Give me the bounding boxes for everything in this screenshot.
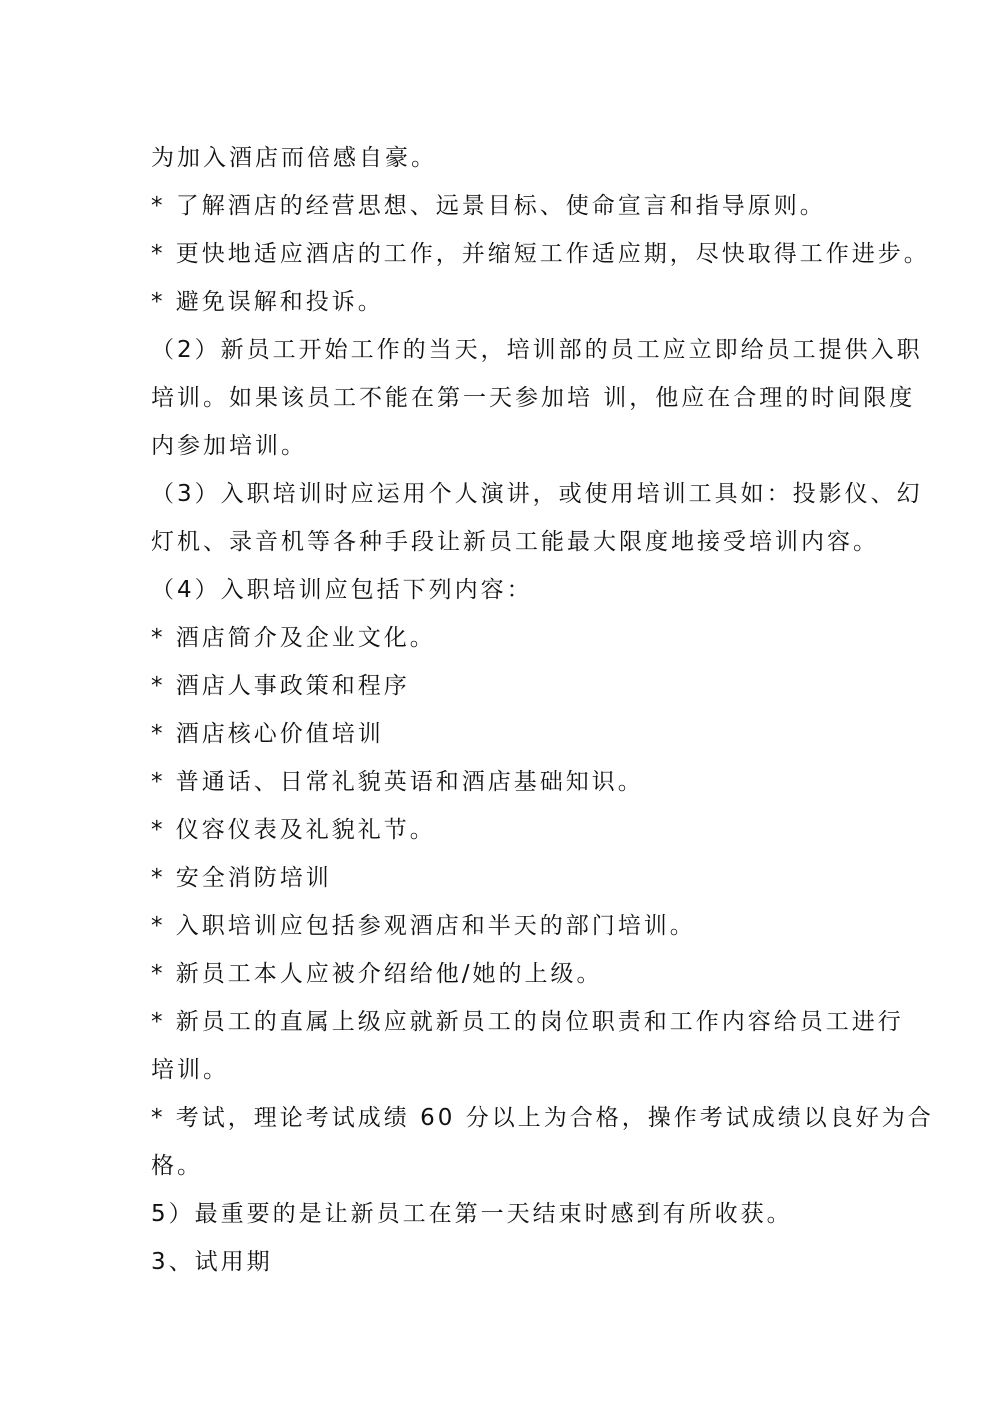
text-line: * 仪容仪表及礼貌礼节。 [151, 817, 436, 843]
text-line: * 安全消防培训 [151, 865, 332, 891]
text-line: * 避免误解和投诉。 [151, 289, 384, 315]
text-line: （2）新员工开始工作的当天，培训部的员工应立即给员工提供入职 [151, 337, 923, 363]
text-line: 培训。 [151, 1057, 229, 1083]
text-line: * 新员工的直属上级应就新员工的岗位职责和工作内容给员工进行 [151, 1009, 904, 1035]
text-line: * 普通话、日常礼貌英语和酒店基础知识。 [151, 769, 644, 795]
text-line: * 考试，理论考试成绩 60 分以上为合格，操作考试成绩以良好为合 [151, 1105, 934, 1131]
text-line: * 新员工本人应被介绍给他/她的上级。 [151, 961, 603, 987]
text-line: * 了解酒店的经营思想、远景目标、使命宣言和指导原则。 [151, 193, 826, 219]
text-line: * 酒店人事政策和程序 [151, 673, 410, 699]
text-line: 5）最重要的是让新员工在第一天结束时感到有所收获。 [151, 1201, 793, 1227]
text-line: 格。 [151, 1153, 203, 1179]
text-line: * 入职培训应包括参观酒店和半天的部门培训。 [151, 913, 696, 939]
text-line: 为加入酒店而倍感自豪。 [151, 145, 437, 171]
text-line: 内参加培训。 [151, 433, 307, 459]
text-line: * 更快地适应酒店的工作，并缩短工作适应期，尽快取得工作进步。 [151, 241, 930, 267]
text-line: * 酒店核心价值培训 [151, 721, 384, 747]
text-line: * 酒店简介及企业文化。 [151, 625, 436, 651]
text-line: 3、试用期 [151, 1249, 273, 1275]
text-line: 灯机、录音机等各种手段让新员工能最大限度地接受培训内容。 [151, 529, 879, 555]
text-line: （3）入职培训时应运用个人演讲，或使用培训工具如：投影仪、幻 [151, 481, 923, 507]
text-line: （4）入职培训应包括下列内容： [151, 577, 533, 603]
text-line: 培训。如果该员工不能在第一天参加培 训，他应在合理的时间限度 [151, 385, 916, 411]
